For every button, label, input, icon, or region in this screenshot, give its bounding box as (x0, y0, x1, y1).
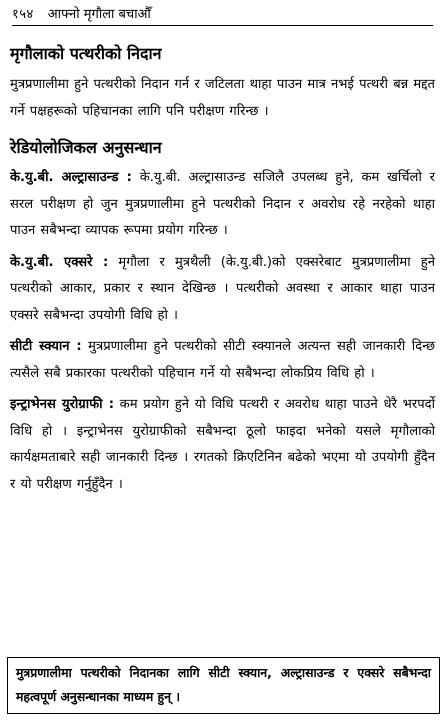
paragraph-kub-xray (10, 250, 435, 330)
text-ivu: कम प्रयोग हुने यो विधि पत्थरी र अवरोध थाहा पाउने धेरै भरपर्दो विधि हो । इन्ट्राभेनस युरोग्राफीको सबैभन्दा ठूलो फाइदा भनेको यसले मृगौलाको कार्यक्षमताबारे सही जानकारी दिन्छ । रगतको क्रिएटिनिन बढेको भएमा यो उपयोगी हुँदैन र यो परीक्षण गर्नुहुँदैन । (10, 397, 435, 492)
term-kub-ultrasound: के.यु.बी. अल्ट्रासाउन्ड : (10, 170, 132, 185)
term-ct-scan: सीटी स्क्यान : (10, 339, 82, 354)
running-header (12, 0, 433, 26)
term-kub-xray: के.यु.बी. एक्सरे : (10, 254, 109, 270)
paragraph-ivu (10, 392, 435, 498)
text-kub-xray: मृगौला र मुत्रथैली (के.यु.बी.)को एक्सरेबाट मुत्रप्रणालीमा हुने पत्थरीको आकार, प्रकार र स्थान देखिन्छ । पत्थरीको अवस्था र आकार थाहा पाउन एक्सरे सबैभन्दा उपयोगी विधि हो । (10, 254, 435, 323)
text-ct-scan: मुत्रप्रणालीमा हुने पत्थरीको सीटी स्क्यानले अत्यन्त सही जानकारी दिन्छ त्यसैले सबै प्रकारका पत्थरीको पहिचान गर्ने यो सबैभन्दा लोकप्रिय विधि हो । (10, 339, 435, 381)
page-number: १५४ (12, 6, 34, 22)
callout-box: मुत्रप्रणालीमा पत्थरीको निदानका लागि सीटी स्क्यान, अल्ट्रासाउन्ड र एक्सरे सबैभन्दा महत्वपूर्ण अनुसन्धानका माध्यम हुन् । (7, 657, 440, 714)
section-heading-diagnosis: मृगौलाको पत्थरीको निदान (10, 44, 162, 63)
book-title: आफ्नो मृगौला बचाऔँ (47, 6, 151, 22)
paragraph-kub-ultrasound (10, 165, 435, 245)
text-kub-ultrasound: के.यु.बी. अल्ट्रासाउन्ड सजिलै उपलब्ध हुने, कम खर्चिलो र सरल परीक्षण हो जुन मुत्रप्रणालीमा हुने पत्थरीको निदान र अवरोध रहे नरहेको थाहा पाउन सबैभन्दा व्यापक रूपमा प्रयोग गरिन्छ । (10, 170, 435, 238)
term-ivu: इन्ट्राभेनस युरोग्राफी : (10, 397, 114, 412)
paragraph-ct-scan (10, 334, 435, 387)
section-heading-radiology: रेडियोलोजिकल अनुसन्धान (10, 138, 162, 157)
diagnosis-paragraph: मुत्रप्रणालीमा हुने पत्थरीको निदान गर्न र जटिलता थाहा पाउन मात्र नभई पत्थरी बन्न मद्दत गर्ने पक्षहरूको पहिचानका लागि पनि परीक्षण गरिन्छ । (10, 77, 435, 119)
